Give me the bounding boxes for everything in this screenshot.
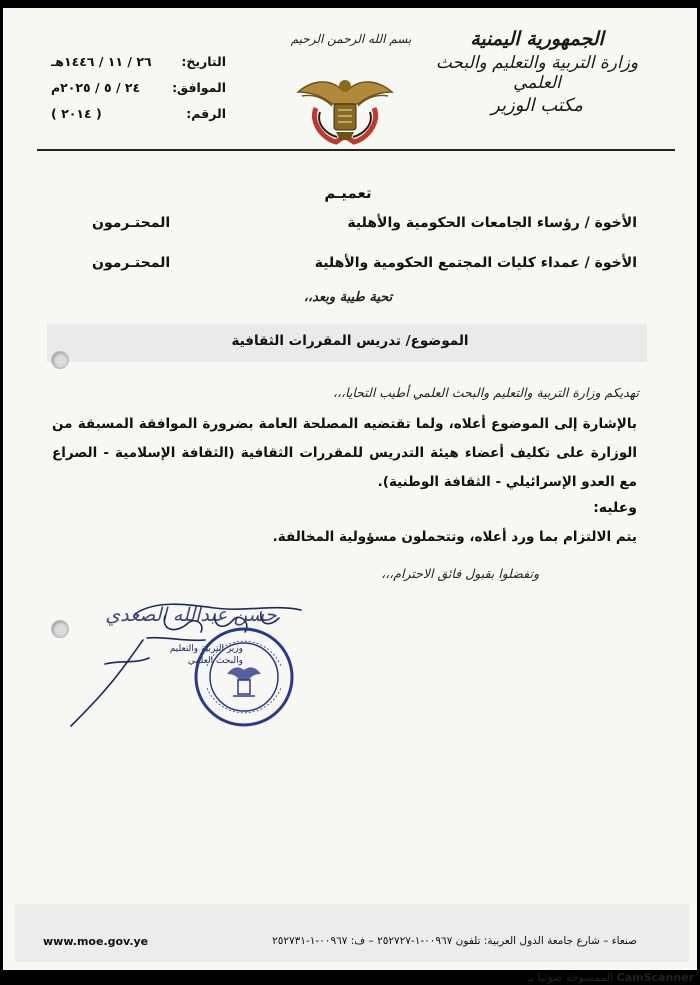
footer [43, 935, 637, 948]
addressee-line [92, 215, 637, 231]
addressee-line [92, 255, 637, 271]
subject-line: الموضوع/ تدريس المقررات الثقافية [231, 333, 469, 349]
body-paragraph: بالإشارة إلى الموضوع أعلاه، ولما تقتضيه المصلحة العامة بضرورة الموافقة المسبقة من الوزارة على تكليف أعضاء هيئة التدريس للمقررات الثقافية (الثقافة الإسلامية - الصراع مع العدو الإسرائيلي - الثقافة الوطنية). [52, 416, 637, 490]
punch-hole-icon [51, 351, 69, 369]
opening-line: تهديكم وزارة التربية والتعليم والبحث العلمي أطيب التحايا،،، [332, 385, 639, 400]
addressee-text: الأخوة / رؤساء الجامعات الحكومية والأهلية [347, 215, 637, 231]
scanner-brand: CamScanner [616, 971, 694, 984]
number-row [51, 100, 226, 126]
footer-band [15, 904, 689, 962]
header-divider [37, 149, 675, 151]
scanner-prefix: الممسوحة ضوئيا بـ [527, 971, 614, 984]
date-row [51, 48, 226, 74]
signature-name: حسن عبدالله الصعدي [105, 604, 277, 626]
date-value: ٢٦ / ١١ / ١٤٤٦هـ [51, 53, 152, 69]
yemen-eagle-emblem-icon [292, 70, 398, 148]
corresponding-date-row [51, 74, 226, 100]
signature-title-line2: والبحث العلمي [187, 656, 243, 666]
corresponding-value: ٢٤ / ٥ / ٢٠٢٥م [51, 79, 141, 95]
number-label: الرقم: [186, 105, 226, 121]
circular-title: تعميـم [324, 184, 372, 202]
corresponding-label: الموافق: [172, 79, 226, 95]
date-label: التاريخ: [181, 53, 226, 69]
closing-line: وتفضلوا بقبول فائق الاحترام،،، [381, 566, 539, 581]
signature-title-line1: وزير التربية والتعليم [169, 644, 243, 654]
greeting: تحية طيبة وبعد،، [303, 290, 393, 305]
footer-website: www.moe.gov.ye [43, 935, 149, 948]
number-value: ( ٢٠١٤ ) [51, 105, 102, 121]
commitment-line: يتم الالتزام بما ورد أعلاه، وتتحملون مسؤولية المخالفة. [272, 529, 637, 545]
footer-address: صنعاء – شارع جامعة الدول العربية: تلفون ٠٠٩٦٧-١-٢٥٢٧٢٧ – ف: ٠٠٩٦٧-١-٢٥٢٧٣١ [272, 935, 637, 947]
addressee-honorific: المحتـرمون [92, 255, 171, 271]
addressee-honorific: المحتـرمون [92, 215, 171, 231]
letterhead-ministry [427, 28, 647, 116]
ministry-seal-icon [193, 626, 295, 728]
punch-hole-icon [51, 620, 69, 638]
country-name: الجمهورية اليمنية [470, 28, 604, 50]
therefore-label: وعليه: [593, 500, 637, 516]
reference-block [51, 48, 226, 126]
document-sheet [3, 8, 697, 970]
basmala: بسم الله الرحمن الرحيم [290, 32, 412, 46]
addressee-text: الأخوة / عمداء كليات المجتمع الحكومية والأهلية [314, 255, 637, 271]
scanner-watermark [528, 971, 694, 984]
office-name: مكتب الوزير [491, 95, 583, 116]
ministry-name: وزارة التربية والتعليم والبحث العلمي [435, 53, 639, 93]
